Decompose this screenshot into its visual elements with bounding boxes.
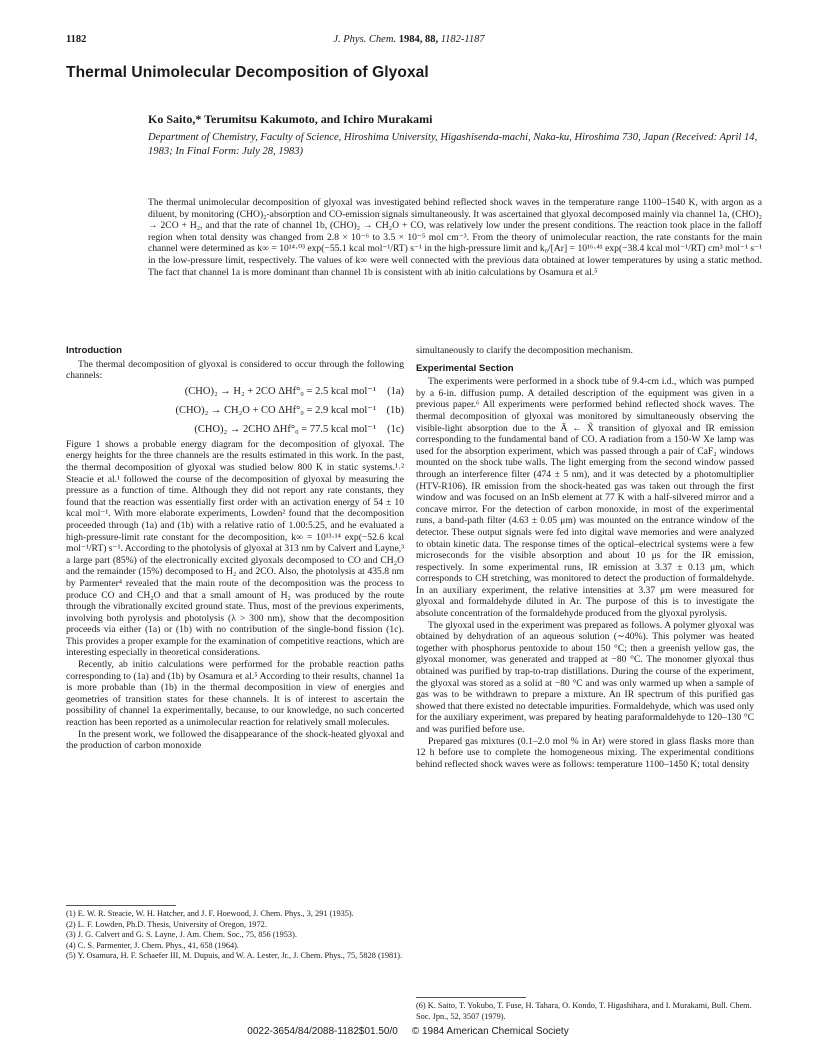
- footnote: (6) K. Saito, T. Yokubo, T. Fuse, H. Tahara, O. Kondo, T. Higashihara, and I. Murakami, Bull. Chem. Soc. Jpn., 52, 3507 (1979).: [416, 1001, 752, 1021]
- footnote-rule: [416, 997, 526, 998]
- footnote: (3) J. G. Calvert and G. S. Layne, J. Am. Chem. Soc., 75, 856 (1953).: [66, 930, 297, 940]
- footnote: (4) C. S. Parmenter, J. Chem. Phys., 41, 658 (1964).: [66, 940, 239, 950]
- journal-year-volume: 1984, 88,: [398, 34, 439, 45]
- affiliation: Department of Chemistry, Faculty of Science, Hiroshima University, Higashisenda-machi, Naka-ku, Hiroshima 730, Japan (Received: April 14, 1983; In Final Form: July 28, 1983): [148, 132, 758, 157]
- footnote: (5) Y. Osamura, H. F. Schaefer III, M. Dupuis, and W. A. Lester, Jr., J. Chem. Phys., 75, 5828 (1981).: [66, 951, 403, 961]
- author-list: Ko Saito,* Terumitsu Kakumoto, and Ichiro Murakami: [148, 112, 433, 126]
- abstract: [148, 197, 762, 278]
- abstract-text: The thermal unimolecular decomposition of glyoxal was investigated behind reflected shock waves in the temperature range 1100–1540 K, with argon as a diluent, by monitoring (CHO)₂-absorption and CO-emission signals simultaneously. It was ascertained that glyoxal decomposed mainly via channel 1a, (CHO)₂ → 2CO + H₂, and that the rate of channel 1b, (CHO)₂ → CH₂O + CO, was relatively low under the present conditions. The reaction took place in the falloff region when total density was changed from 2.8 × 10⁻⁶ to 3.5 × 10⁻⁵ mol cm⁻³. From the theory of unimolecular reaction, the rate constants for the main channel were determined as k∞ = 10¹⁴·⁰³ exp(−55.1 kcal mol⁻¹/RT) s⁻¹ in the high-pressure limit and k₀/[Ar] = 10¹⁶·⁴¹ exp(−38.4 kcal mol⁻¹/RT) cm³ mol⁻¹ s⁻¹ in the low-pressure limit, respectively. The values of k∞ were well connected with the previous data obtained at lower temperatures by using a static method. The fact that channel 1a is more dominant than channel 1b is consistent with ab initio calculations by Osamura et al.⁵: [148, 197, 762, 278]
- journal-pages: 1182-1187: [440, 34, 485, 45]
- equation-number: (1b): [386, 404, 404, 416]
- paper-title: Thermal Unimolecular Decomposition of Glyoxal: [66, 64, 429, 81]
- footnotes-left: [66, 909, 404, 962]
- equation-text: (CHO)₂ → 2CHO ΔHf°₀ = 77.5 kcal mol⁻¹: [194, 423, 376, 435]
- section-heading-experimental: Experimental Section: [416, 362, 514, 374]
- equation-number: (1a): [387, 385, 404, 397]
- equation-1b: [66, 401, 404, 420]
- equation-1a: [66, 382, 404, 401]
- paragraph: The experiments were performed in a shock tube of 9.4-cm i.d., which was pumped by a 6-in. diffusion pump. A detailed description of the equipment was given in a previous paper.⁶ All experiments were performed behind reflected shock waves. The thermal decomposition of glyoxal was monitored by simultaneously observing the visible-light absorption due to the Ã ← X̃ transition of glyoxal and IR emission corresponding to the fundamental band of CO. A radiation from a 150-W Xe lamp was used for the absorption experiment, which was passed through a pair of CaF₂ windows mounted on the shock tube walls. The light emerging from the second window passed through an interference filter (474 ± 5 nm), and it was detected by a photomultiplier (HTV-R106). IR emission from the shock-heated gas was taken out through the first window and was focused on an InSb element at 77 K with a half-silvered mirror and a concave mirror. For the detection of carbon monoxide, in most of the experimental runs, a band-path filter (4.63 ± 0.05 μm) was mounted on the entrance window of the detector. These output signals were fed into digital wave memories and were analyzed to obtain kinetic data. The response times of the optical–electrical systems were a few microseconds for the visible absorption and about 10 μs for the IR emission, respectively. In some experimental runs, IR emission at 3.37 ± 0.13 μm, which corresponds to CH stretching, was monitored to detect the production of formaldehyde. In an auxiliary experiment, the relative intensities at 3.37 μm were measured for glyoxal and formaldehyde diluted in Ar. The purpose of this is to investigate the absolute concentration of the formaldehyde produced from the glyoxal pyrolysis.: [416, 376, 754, 620]
- paragraph: The glyoxal used in the experiment was prepared as follows. A polymer glyoxal was obtained by dehydration of an aqueous solution (∼40%). This polymer was heated together with phosphorus pentoxide to about 150 °C; then a greenish yellow gas, the glyoxal monomer, was generated and trapped at −80 °C. The monomer glyoxal thus obtained was purified by trap-to-trap distillations. During the course of the experiment, the glyoxal was stored as a solid at −80 °C and was only warmed up when a sample of gas was to be withdrawn to prepare a mixture. An IR spectrum of this purified gas showed that there existed no detectable impurities. Formaldehyde, which was used only for the auxiliary experiment, was prepared by heating paraformaldehyde to 120–130 °C and was purified before use.: [416, 619, 754, 735]
- section-heading-introduction: Introduction: [66, 345, 122, 356]
- page-footer: [0, 1026, 816, 1037]
- footnote-rule: [66, 905, 176, 906]
- paragraph: Prepared gas mixtures (0.1–2.0 mol % in Ar) were stored in glass flasks more than 12 h before use to complete the homogeneous mixing. The experimental conditions behind reflected shock waves were as follows: temperature 1100–1450 K; total density: [416, 735, 754, 770]
- running-head: [66, 34, 752, 48]
- paragraph: Recently, ab initio calculations were performed for the probable reaction paths corresponding to (1a) and (1b) by Osamura et al.⁵ According to their results, channel 1a is more probable than (1b) in the thermal decomposition in view of energies and geometries of transition states for these channels. It is of interest to ascertain the possibility of channel 1a experimentally, because, to our knowledge, no such concerted reaction has been reported as a unimolecular reaction for relatively small molecules.: [66, 659, 404, 729]
- equation-text: (CHO)₂ → CH₂O + CO ΔHf°₀ = 2.9 kcal mol⁻¹: [175, 404, 376, 416]
- left-column: [66, 345, 404, 752]
- journal-name: J. Phys. Chem.: [333, 34, 397, 45]
- article-code: 0022-3654/84/2088-1182$01.50/0: [247, 1026, 398, 1037]
- footnotes-right: [416, 1001, 754, 1022]
- equation-text: (CHO)₂ → H₂ + 2CO ΔHf°₀ = 2.5 kcal mol⁻¹: [184, 385, 376, 397]
- footnote: (2) L. F. Lowden, Ph.D. Thesis, University of Oregon, 1972.: [66, 919, 267, 929]
- paragraph: Figure 1 shows a probable energy diagram for the decomposition of glyoxal. The energy heights for the three channels are the results estimated in this work. In the past, the thermal decomposition of glyoxal was studied below 800 K in static systems.¹˒² Steacie et al.¹ followed the course of the decomposition of glyoxal by measuring the pressure as a function of time. Although they did not report any rate constants, they found that the reaction was essentially first order with an activation energy of 54 ± 10 kcal mol⁻¹. With more elaborate experiments, Lowden² found that the decomposition proceeded through (1a) and (1b) with a relative ratio of 1.00:5.25, and he evaluated a high-pressure-limit rate constant for the decomposition, k∞ = 10¹³·¹⁴ exp(−52.6 kcal mol⁻¹/RT) s⁻¹. According to the photolysis of glyoxal at 313 nm by Calvert and Layne,³ a large part (85%) of the electronically excited glyoxals decomposed to CO and CH₂O and the remainder (15%) decomposed to H₂ and 2CO. Also, the photolysis at 435.8 nm by Parmenter⁴ revealed that the main route of the decomposition was the process to produce CO and CH₂O and that a small amount of H₂ was produced by the route through the vibrationally excited ground state. Thus, most of the previous experiments, involving both pyrolysis and photolysis (λ > 300 nm), show that the decomposition proceeds via either (1a) or (1b) with no contribution of the single-bond fission (1c). This provides a proper example for the examination of competitive reactions, which are interesting especially in theoretical considerations.: [66, 438, 404, 659]
- copyright: © 1984 American Chemical Society: [411, 1026, 569, 1037]
- paragraph: In the present work, we followed the disappearance of the shock-heated glyoxal and the production of carbon monoxide: [66, 728, 404, 752]
- equation-1c: [66, 420, 404, 439]
- paragraph: The thermal decomposition of glyoxal is considered to occur through the following channels:: [66, 358, 404, 382]
- equation-number: (1c): [387, 423, 404, 435]
- journal-reference: [66, 34, 752, 45]
- footnote: (1) E. W. R. Steacie, W. H. Hatcher, and J. F. Hoewood, J. Chem. Phys., 3, 291 (1935).: [66, 909, 354, 918]
- page-number: 1182: [66, 34, 87, 45]
- paragraph-continuation: simultaneously to clarify the decomposition mechanism.: [416, 345, 633, 356]
- right-column: [416, 345, 754, 770]
